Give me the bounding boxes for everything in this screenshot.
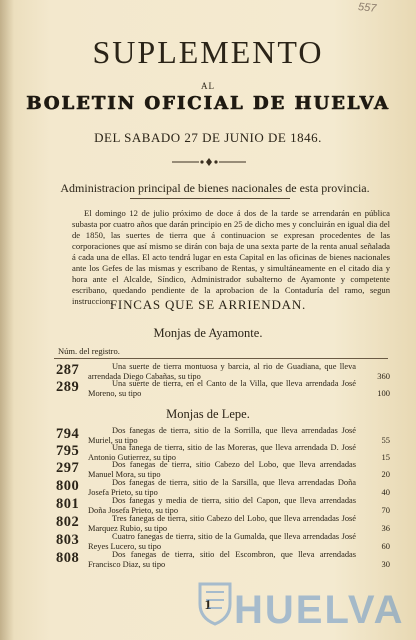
auction-paragraph: El domingo 12 de julio próximo de doce á dos de la tarde se arrendarán en pública subasta por cuatro años que darán principio en 25 de dicho mes y concluirán en igual dia del de 1850, las suertes de tierra que á continuacion se expresan procedentes de las corporaciones que así mismo se dirán con baja de una sexta parte de la renta anual señalada á cada una de ellas. El acto tendrá lugar en esta Capital en las oficinas de bienes nacionales ante los Gefes de las mismas y escribano de Rentas, y simultáneamente en el citado dia y hora ante el Alcalde, Síndico, Administrador subalterno de Ayamonte y competente escribano, quedando pendiente de la aprobacion de la Contaduría del ramo, segun instruccion. (72, 208, 390, 306)
registro-number: 297 (56, 460, 80, 476)
entry-price: 36 (381, 523, 390, 533)
entry-description: Dos fanegas de tierra, sitio del Escombron, que lleva arrendadas Francisco Diaz, su tipo (88, 550, 356, 569)
registro-number: 287 (56, 362, 80, 378)
entry-price: 55 (381, 435, 390, 445)
entry-description: Una suerte de tierra montuosa y barcia, al rio de Guadiana, que lleva arrendada Diego Cabañas, su tipo (88, 362, 356, 381)
registro-label: Núm. del registro. (58, 346, 120, 356)
entry-price: 100 (377, 388, 390, 398)
fincas-heading: FINCAS QUE SE ARRIENDAN. (109, 297, 307, 312)
entry-description: Dos fanegas y media de tierra, sitio del Capon, que lleva arrendadas Doña Josefa Prieto, su tipo (88, 496, 356, 515)
entry-price: 60 (381, 541, 390, 551)
ornament-divider (172, 156, 246, 168)
supplement-title: SUPLEMENTO (92, 34, 324, 70)
page-footer-number: 1 (204, 598, 212, 613)
shield-watermark-icon (196, 580, 234, 626)
entry-price: 40 (381, 487, 390, 497)
boletin-title: BOLETIN OFICIAL DE HUELVA (26, 93, 390, 114)
entry-description: Una fanega de tierra, sitio de las Moreras, que lleva arrendada D. José Antonio Gutierrez, su tipo (88, 443, 356, 462)
registro-number: 289 (56, 379, 80, 395)
entry-description: Una suerte de tierra, en el Canto de la Villa, que lleva arrendada José Moreno, su tipo (88, 379, 356, 398)
entry-price: 30 (381, 559, 390, 569)
list-item (56, 552, 390, 572)
entry-price: 15 (381, 452, 390, 462)
entry-description: Dos fanegas de tierra, sitio de la Sorrilla, que lleva arrendadas José Muriel, su tipo (88, 426, 356, 445)
group-heading-lepe: Monjas de Lepe. (166, 407, 250, 421)
entry-description: Tres fanegas de tierra, sitio Cabezo del Lobo, que lleva arrendadas José Marquez Rubio, su tipo (88, 514, 356, 533)
registro-number: 800 (56, 478, 80, 494)
entry-price: 70 (381, 505, 390, 515)
registro-number: 801 (56, 496, 80, 512)
section-rule (130, 198, 290, 199)
handwritten-page-number: 557 (357, 1, 377, 15)
huelva-watermark: HUELVA (234, 588, 405, 632)
registro-number: 803 (56, 532, 80, 548)
entry-price: 20 (381, 469, 390, 479)
entry-description: Dos fanegas de tierra, sitio de la Sarsilla, que lleva arrendadas Doña Josefa Prieto, su tipo (88, 478, 356, 497)
entry-price: 360 (377, 371, 390, 381)
registro-number: 802 (56, 514, 80, 530)
section-heading: Administracion principal de bienes nacionales de esta provincia. (60, 181, 370, 195)
registro-number: 794 (56, 426, 80, 442)
group-heading-ayamonte: Monjas de Ayamonte. (153, 326, 263, 340)
title-al: AL (201, 81, 215, 91)
registro-number: 795 (56, 443, 80, 459)
issue-date: DEL SABADO 27 DE JUNIO DE 1846. (94, 130, 322, 145)
entry-description: Dos fanegas de tierra, sitio Cabezo del Lobo, que lleva arrendadas Manuel Mora, su tipo (88, 460, 356, 479)
entry-description: Cuatro fanegas de tierra, sitio de la Gumalda, que lleva arrendadas José Reyes Lucero, su tipo (88, 532, 356, 551)
registro-number: 808 (56, 550, 80, 566)
registro-rule (54, 358, 388, 359)
list-item (56, 381, 390, 401)
